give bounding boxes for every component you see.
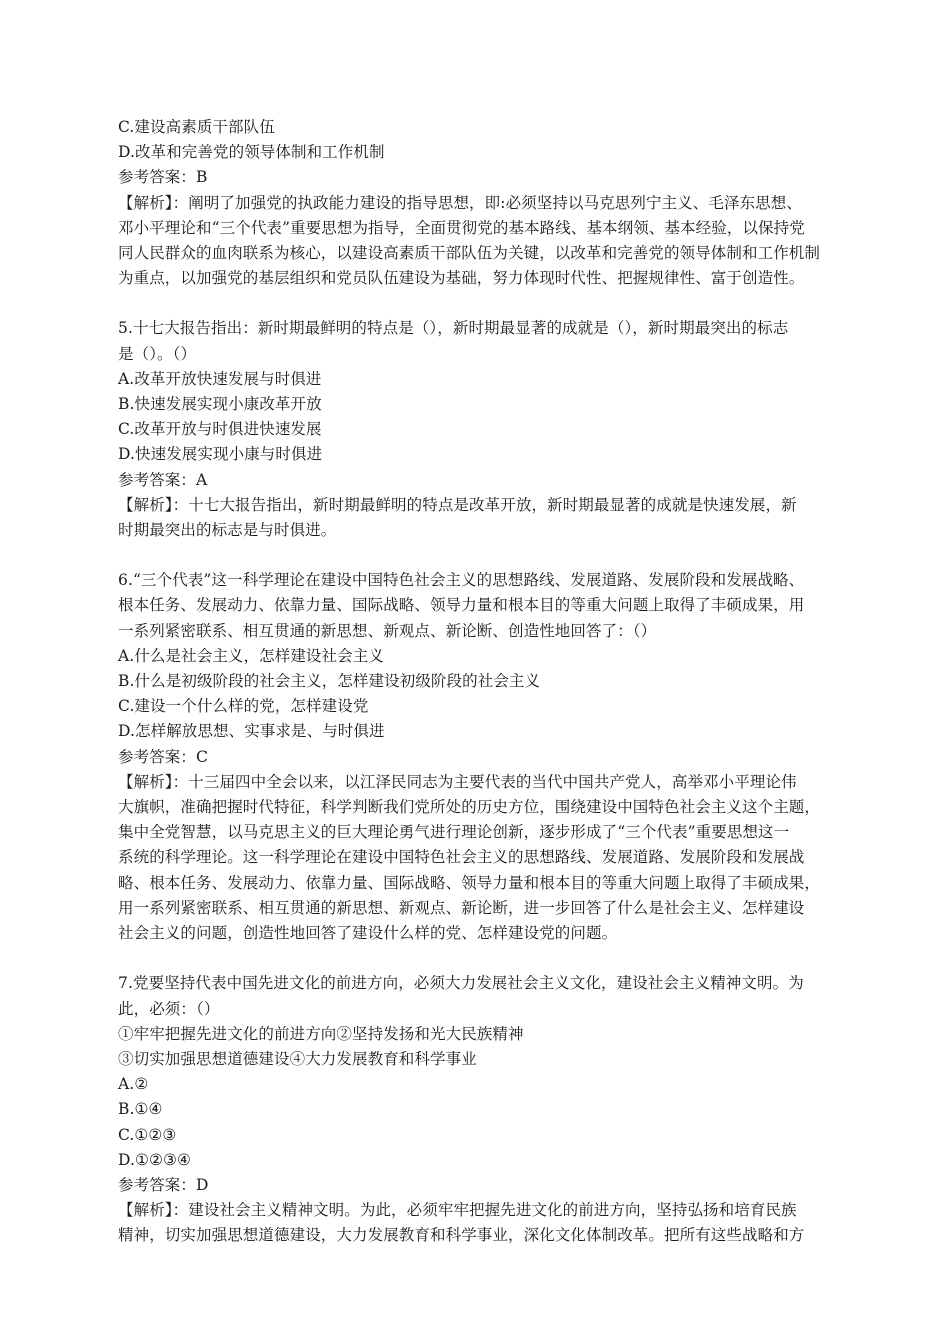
text-line: ①牢牢把握先进文化的前进方向②坚持发扬和光大民族精神 (118, 1024, 524, 1043)
question-block (118, 115, 870, 291)
text-line: 参考答案：D (118, 1175, 209, 1194)
text-line: C.建设一个什么样的党，怎样建设党 (118, 697, 369, 716)
text-line: 参考答案：C (118, 747, 208, 766)
text-line: 同人民群众的血肉联系为核心，以建设高素质干部队伍为关键，以改革和完善党的领导体制和工作机制 (118, 244, 821, 263)
text-line: A.② (118, 1075, 149, 1094)
text-line: 精神，切实加强思想道德建设，大力发展教育和科学事业，深化文化体制改革。把所有这些战略和方 (118, 1226, 805, 1245)
text-line: 参考答案：B (118, 168, 208, 187)
text-line: C.建设高素质干部队伍 (118, 118, 275, 136)
text-line: C.①②③ (118, 1125, 177, 1144)
text-line: 集中全党智慧，以马克思主义的巨大理论勇气进行理论创新，逐步形成了“三个代表”重要思想这一 (118, 823, 790, 842)
text-line: 略、根本任务、发展动力、依靠力量、国际战略、领导力量和根本目的等重大问题上取得了丰硕成果， (118, 873, 821, 892)
text-line: D.怎样解放思想、实事求是、与时俱进 (118, 722, 385, 741)
text-line: B.什么是初级阶段的社会主义，怎样建设初级阶段的社会主义 (118, 672, 541, 691)
text-line: 邓小平理论和“三个代表”重要思想为指导，全面贯彻党的基本路线、基本纲领、基本经验，以保持党 (118, 218, 805, 237)
text-line: B.①④ (118, 1100, 163, 1119)
text-line: 社会主义的问题，创造性地回答了建设什么样的党、怎样建设党的问题。 (118, 924, 618, 943)
text-line: 【解析】：阐明了加强党的执政能力建设的指导思想，即:必须坚持以马克思列宁主义、毛泽东思想、 (118, 193, 802, 212)
text-line: D.快速发展实现小康与时俱进 (118, 445, 323, 464)
text-line: 根本任务、发展动力、依靠力量、国际战略、领导力量和根本目的等重大问题上取得了丰硕成果，用 (118, 596, 805, 615)
text-line: C.改革开放与时俱进快速发展 (118, 420, 322, 439)
question-block (118, 568, 870, 946)
text-line: D.①②③④ (118, 1150, 191, 1169)
text-line: 【解析】：建设社会主义精神文明。为此，必须牢牢把握先进文化的前进方向，坚持弘扬和培育民族 (118, 1201, 797, 1220)
text-line: 为重点，以加强党的基层组织和党员队伍建设为基础，努力体现时代性、把握规律性、富于创造性。 (118, 269, 805, 288)
text-line: 【解析】：十七大报告指出，新时期最鲜明的特点是改革开放，新时期最显著的成就是快速发展，新 (118, 495, 797, 514)
text-line: 【解析】：十三届四中全会以来，以江泽民同志为主要代表的当代中国共产党人，高举邓小平理论伟 (118, 772, 797, 791)
question-block (118, 971, 870, 1248)
text-line: A.什么是社会主义，怎样建设社会主义 (118, 646, 384, 665)
text-line: ③切实加强思想道德建设④大力发展教育和科学事业 (118, 1049, 477, 1068)
text-line: 大旗帜，准确把握时代特征，科学判断我们党所处的历史方位，围绕建设中国特色社会主义这个主题， (118, 798, 821, 817)
text-line: 参考答案：A (118, 470, 208, 489)
text-line: 5.十七大报告指出：新时期最鲜明的特点是（），新时期最显著的成就是（），新时期最突出的标志 (118, 319, 789, 338)
text-line: 6.“三个代表”这一科学理论在建设中国特色社会主义的思想路线、发展道路、发展阶段和发展战略、 (118, 571, 805, 590)
text-line: D.改革和完善党的领导体制和工作机制 (118, 143, 385, 162)
text-line: A.改革开放快速发展与时俱进 (118, 369, 322, 388)
text-line: 用一系列紧密联系、相互贯通的新思想、新观点、新论断，进一步回答了什么是社会主义、怎样建设 (118, 898, 805, 917)
text-line: 系统的科学理论。这一科学理论在建设中国特色社会主义的思想路线、发展道路、发展阶段和发展战 (118, 848, 805, 867)
text-line: 此，必须：（） (118, 999, 220, 1018)
question-block (118, 316, 870, 543)
text-line: 时期最突出的标志是与时俱进。 (118, 521, 337, 540)
text-line: 一系列紧密联系、相互贯通的新思想、新观点、新论断、创造性地回答了：（） (118, 621, 657, 640)
text-line: 是（）。（） (118, 344, 197, 363)
text-line: B.快速发展实现小康改革开放 (118, 395, 322, 414)
text-line: 7.党要坚持代表中国先进文化的前进方向，必须大力发展社会主义文化，建设社会主义精神文明。为 (118, 974, 804, 993)
